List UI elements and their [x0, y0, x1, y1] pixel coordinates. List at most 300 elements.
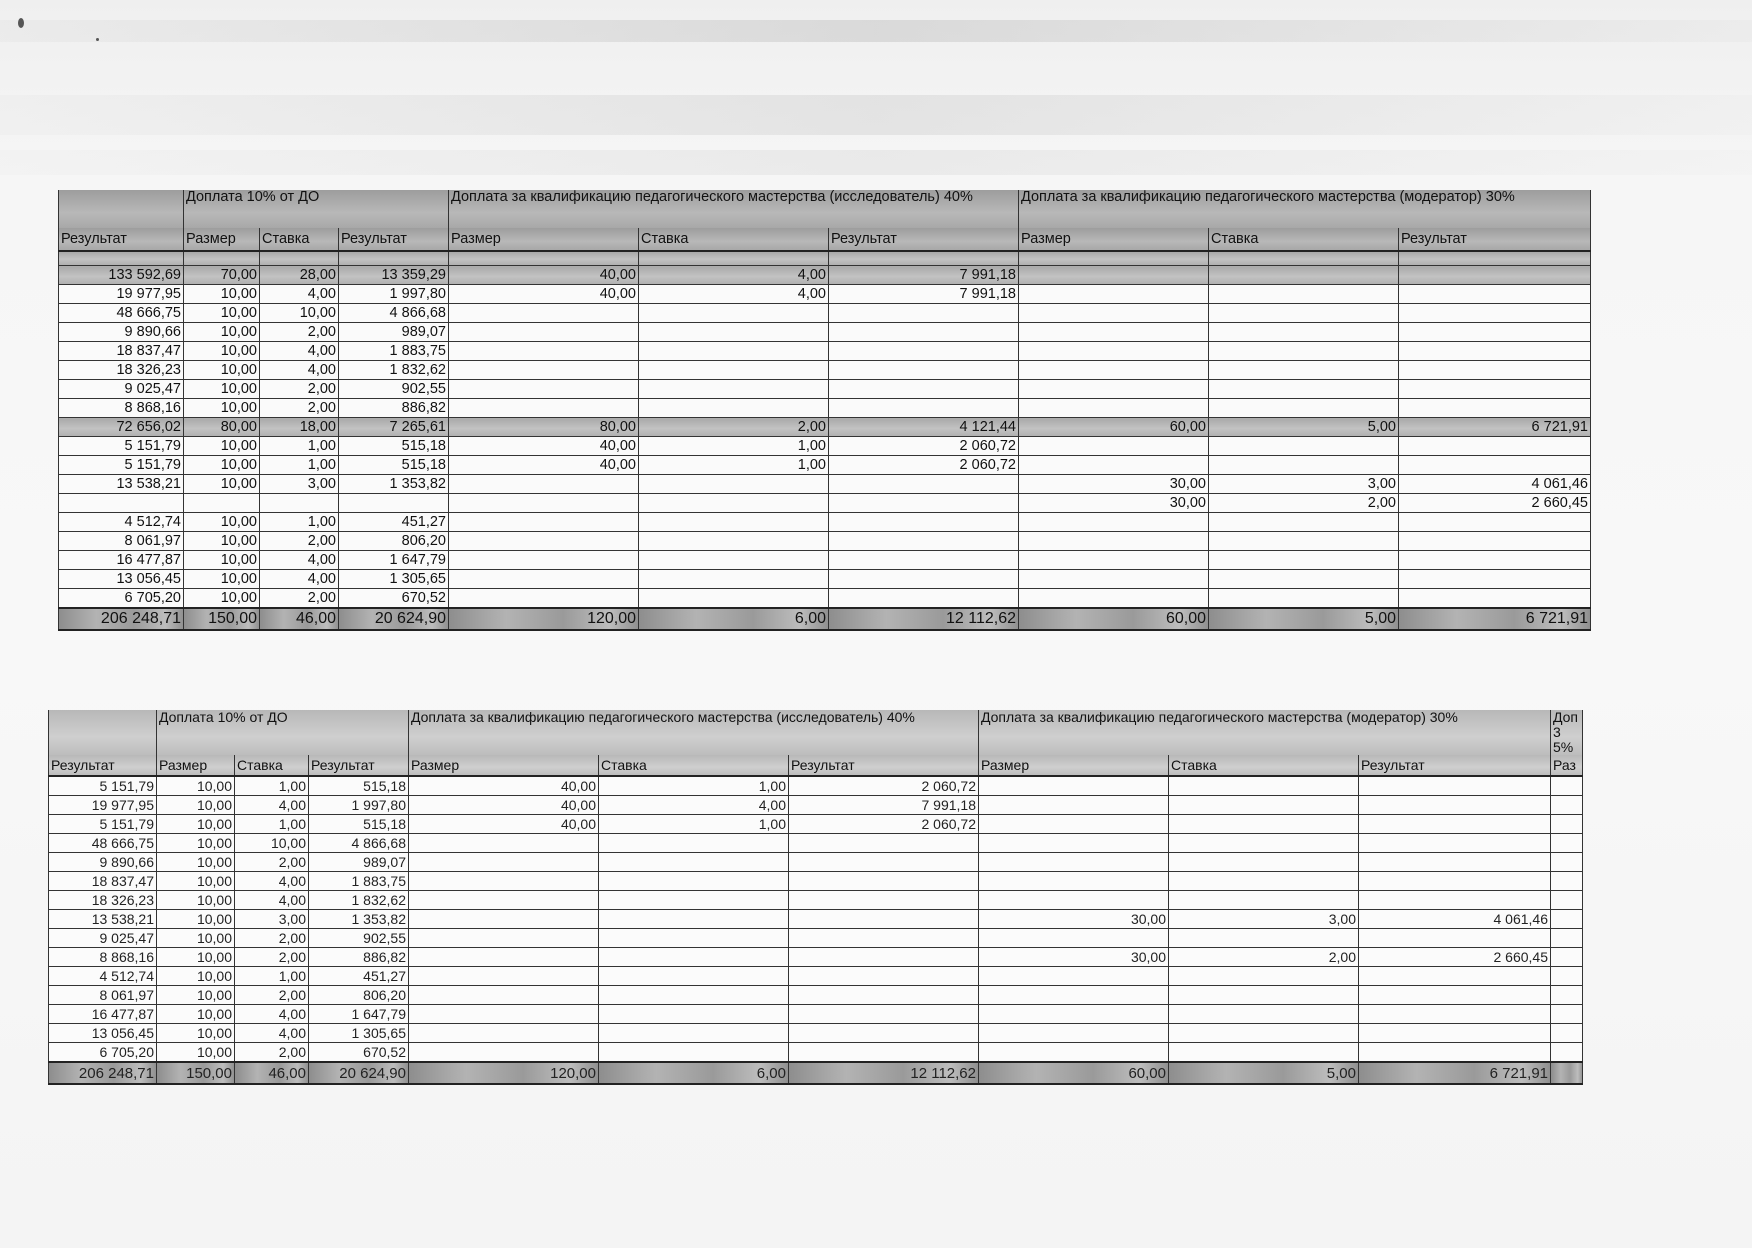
cell: 8 868,16 [59, 399, 184, 418]
cell [599, 910, 789, 929]
cell: 10,00 [260, 304, 339, 323]
cell: 19 977,95 [59, 285, 184, 304]
cell: 4,00 [235, 1005, 309, 1024]
cell [1019, 323, 1209, 342]
cell: 28,00 [260, 266, 339, 285]
total-cell: 46,00 [260, 608, 339, 630]
scan-artifact-band [0, 150, 1752, 175]
cell [1019, 361, 1209, 380]
cell [449, 399, 639, 418]
cell: 2 660,45 [1399, 494, 1591, 513]
cell [1359, 967, 1551, 986]
cell: 4,00 [260, 285, 339, 304]
cell [1209, 342, 1399, 361]
cell [639, 323, 829, 342]
cell [409, 948, 599, 967]
cell: 9 890,66 [49, 853, 157, 872]
cell: 902,55 [339, 380, 449, 399]
cell: 1 832,62 [309, 891, 409, 910]
cell [409, 1024, 599, 1043]
total-cell: 6,00 [599, 1062, 789, 1084]
cell [979, 815, 1169, 834]
cell: 10,00 [157, 776, 235, 796]
cell [1209, 285, 1399, 304]
cell: 4,00 [260, 570, 339, 589]
cell: 1,00 [260, 513, 339, 532]
cell [599, 834, 789, 853]
cell: 4 512,74 [59, 513, 184, 532]
cell [1551, 891, 1583, 910]
column-header-row [59, 228, 1591, 251]
cell [339, 494, 449, 513]
total-cell: 60,00 [979, 1062, 1169, 1084]
cell: 7 991,18 [829, 266, 1019, 285]
cell: 18 837,47 [59, 342, 184, 361]
cell [639, 399, 829, 418]
cell [829, 323, 1019, 342]
cell [1019, 266, 1209, 285]
total-cell: 206 248,71 [49, 1062, 157, 1084]
table-row [49, 815, 1583, 834]
total-cell: 60,00 [1019, 608, 1209, 630]
total-cell: 206 248,71 [59, 608, 184, 630]
column-header: Результат [789, 755, 979, 776]
cell: 5,00 [1209, 418, 1399, 437]
cell: 7 265,61 [339, 418, 449, 437]
total-row [49, 1062, 1583, 1084]
column-header: Размер [184, 228, 260, 251]
cell [979, 1005, 1169, 1024]
cell: 4,00 [260, 361, 339, 380]
cell [1209, 570, 1399, 589]
cell: 1 647,79 [309, 1005, 409, 1024]
cell [829, 361, 1019, 380]
cell [449, 304, 639, 323]
cell [1209, 323, 1399, 342]
group-header-truncated-35: Доп 35% [1551, 710, 1583, 755]
cell [789, 872, 979, 891]
group-empty-cell [59, 190, 184, 228]
cell: 2,00 [235, 986, 309, 1005]
cell [599, 1005, 789, 1024]
cell [829, 475, 1019, 494]
column-header: Результат [1359, 755, 1551, 776]
column-header: Размер [1019, 228, 1209, 251]
cell [639, 342, 829, 361]
table-row [49, 834, 1583, 853]
group-empty-cell [49, 710, 157, 755]
cell [449, 532, 639, 551]
cell [1169, 1043, 1359, 1063]
cell [409, 853, 599, 872]
scan-speck [96, 38, 99, 41]
cell: 10,00 [157, 1043, 235, 1063]
cell: 5 151,79 [59, 437, 184, 456]
cell: 2,00 [235, 929, 309, 948]
cell: 7 991,18 [829, 285, 1019, 304]
cell: 2 660,45 [1359, 948, 1551, 967]
cell: 6 705,20 [59, 589, 184, 609]
spacer-cell [339, 251, 449, 266]
cell [829, 532, 1019, 551]
cell: 2,00 [260, 589, 339, 609]
total-cell: 20 624,90 [309, 1062, 409, 1084]
cell: 4,00 [639, 266, 829, 285]
cell [1209, 380, 1399, 399]
cell: 1 305,65 [309, 1024, 409, 1043]
cell [1209, 532, 1399, 551]
cell: 4 866,68 [339, 304, 449, 323]
cell [1359, 986, 1551, 1005]
cell: 1,00 [260, 437, 339, 456]
cell [409, 834, 599, 853]
cell [1359, 776, 1551, 796]
table-row [49, 776, 1583, 796]
cell [1169, 986, 1359, 1005]
table-row [59, 456, 1591, 475]
total-cell: 20 624,90 [339, 608, 449, 630]
cell: 4 061,46 [1359, 910, 1551, 929]
cell [1551, 1024, 1583, 1043]
cell [1209, 266, 1399, 285]
cell [789, 1005, 979, 1024]
cell: 1 647,79 [339, 551, 449, 570]
column-header: Результат [59, 228, 184, 251]
cell: 515,18 [309, 776, 409, 796]
cell: 6 721,91 [1399, 418, 1591, 437]
cell [1169, 834, 1359, 853]
cell: 5 151,79 [49, 815, 157, 834]
cell [789, 967, 979, 986]
spacer-cell [829, 251, 1019, 266]
cell: 8 061,97 [59, 532, 184, 551]
cell: 4,00 [235, 796, 309, 815]
cell [1551, 796, 1583, 815]
column-header: Ставка [260, 228, 339, 251]
cell [829, 304, 1019, 323]
cell: 5 151,79 [49, 776, 157, 796]
table-row [59, 323, 1591, 342]
cell: 8 868,16 [49, 948, 157, 967]
spacer-cell [1399, 251, 1591, 266]
cell [829, 399, 1019, 418]
column-header: Ставка [1169, 755, 1359, 776]
cell [1551, 967, 1583, 986]
cell: 670,52 [339, 589, 449, 609]
cell: 70,00 [184, 266, 260, 285]
cell [409, 891, 599, 910]
cell: 10,00 [157, 910, 235, 929]
cell [599, 872, 789, 891]
total-cell: 150,00 [157, 1062, 235, 1084]
cell: 13 538,21 [49, 910, 157, 929]
cell: 1,00 [235, 967, 309, 986]
table-row [49, 1043, 1583, 1063]
table-row [59, 380, 1591, 399]
cell [1169, 929, 1359, 948]
table-row [59, 513, 1591, 532]
cell: 1 353,82 [339, 475, 449, 494]
cell [1019, 399, 1209, 418]
cell: 18,00 [260, 418, 339, 437]
cell [1019, 285, 1209, 304]
cell [789, 929, 979, 948]
cell: 1 997,80 [339, 285, 449, 304]
cell [829, 551, 1019, 570]
cell [789, 986, 979, 1005]
table-row [49, 986, 1583, 1005]
cell [829, 494, 1019, 513]
cell: 989,07 [339, 323, 449, 342]
cell [1399, 285, 1591, 304]
cell [260, 494, 339, 513]
cell: 80,00 [184, 418, 260, 437]
column-header: Ставка [599, 755, 789, 776]
total-row [59, 608, 1591, 630]
cell [979, 891, 1169, 910]
cell [449, 494, 639, 513]
cell [789, 1024, 979, 1043]
table-row [49, 891, 1583, 910]
cell: 2,00 [235, 853, 309, 872]
column-header: Размер [979, 755, 1169, 776]
cell: 451,27 [339, 513, 449, 532]
cell [1399, 551, 1591, 570]
cell: 1 997,80 [309, 796, 409, 815]
cell: 3,00 [260, 475, 339, 494]
cell [449, 551, 639, 570]
cell [1019, 589, 1209, 609]
cell: 40,00 [449, 266, 639, 285]
cell: 1,00 [599, 776, 789, 796]
cell [639, 494, 829, 513]
table-row [49, 1024, 1583, 1043]
cell: 18 837,47 [49, 872, 157, 891]
cell [1169, 815, 1359, 834]
column-header: Ставка [639, 228, 829, 251]
cell: 13 056,45 [49, 1024, 157, 1043]
cell: 40,00 [409, 815, 599, 834]
group-header-researcher-40: Доплата за квалификацию педагогического мастерства (исследователь) 40% [409, 710, 979, 755]
cell: 2 060,72 [789, 776, 979, 796]
cell [829, 513, 1019, 532]
cell: 13 056,45 [59, 570, 184, 589]
cell [1209, 437, 1399, 456]
cell [1359, 1043, 1551, 1063]
cell: 8 061,97 [49, 986, 157, 1005]
cell: 10,00 [184, 304, 260, 323]
cell: 48 666,75 [49, 834, 157, 853]
cell [409, 929, 599, 948]
cell: 40,00 [409, 776, 599, 796]
bottom-payroll-table [48, 710, 1583, 1085]
cell: 10,00 [157, 815, 235, 834]
cell: 7 991,18 [789, 796, 979, 815]
cell [789, 910, 979, 929]
cell: 9 025,47 [49, 929, 157, 948]
total-cell: 6,00 [639, 608, 829, 630]
total-cell: 5,00 [1209, 608, 1399, 630]
cell: 30,00 [1019, 475, 1209, 494]
cell: 10,00 [184, 361, 260, 380]
cell: 10,00 [157, 986, 235, 1005]
cell: 515,18 [339, 437, 449, 456]
cell [1551, 948, 1583, 967]
table-row [59, 399, 1591, 418]
column-header: Размер [409, 755, 599, 776]
cell [1209, 513, 1399, 532]
cell [449, 323, 639, 342]
cell [1399, 380, 1591, 399]
cell [789, 834, 979, 853]
cell: 1,00 [260, 456, 339, 475]
cell: 451,27 [309, 967, 409, 986]
group-header-row [49, 710, 1583, 755]
total-cell: 120,00 [409, 1062, 599, 1084]
cell [1399, 399, 1591, 418]
table-row [59, 285, 1591, 304]
cell [1019, 551, 1209, 570]
total-cell: 150,00 [184, 608, 260, 630]
cell [1399, 513, 1591, 532]
cell [1399, 304, 1591, 323]
cell [409, 967, 599, 986]
cell: 10,00 [184, 475, 260, 494]
cell [1019, 513, 1209, 532]
column-header-row [49, 755, 1583, 776]
cell [1399, 266, 1591, 285]
cell: 1,00 [235, 776, 309, 796]
cell [789, 1043, 979, 1063]
table-row [49, 967, 1583, 986]
cell: 80,00 [449, 418, 639, 437]
total-cell: 46,00 [235, 1062, 309, 1084]
cell [599, 1043, 789, 1063]
cell [979, 853, 1169, 872]
cell: 2,00 [235, 1043, 309, 1063]
cell [639, 532, 829, 551]
cell: 886,82 [309, 948, 409, 967]
cell [829, 380, 1019, 399]
cell [59, 494, 184, 513]
cell: 4 866,68 [309, 834, 409, 853]
cell [979, 986, 1169, 1005]
cell [1209, 361, 1399, 380]
cell [1019, 456, 1209, 475]
cell [1169, 891, 1359, 910]
cell [1399, 437, 1591, 456]
cell [979, 967, 1169, 986]
cell: 4,00 [260, 551, 339, 570]
cell [1019, 570, 1209, 589]
cell: 9 890,66 [59, 323, 184, 342]
cell [449, 570, 639, 589]
cell [1551, 853, 1583, 872]
cell: 13 359,29 [339, 266, 449, 285]
cell [1359, 1005, 1551, 1024]
group-header-row [59, 190, 1591, 228]
cell: 9 025,47 [59, 380, 184, 399]
cell: 2,00 [260, 399, 339, 418]
cell: 4 061,46 [1399, 475, 1591, 494]
cell [1551, 910, 1583, 929]
cell [1019, 437, 1209, 456]
cell: 806,20 [339, 532, 449, 551]
cell: 10,00 [235, 834, 309, 853]
column-header: Результат [339, 228, 449, 251]
cell [1551, 776, 1583, 796]
cell: 10,00 [184, 285, 260, 304]
cell: 16 477,87 [49, 1005, 157, 1024]
cell: 13 538,21 [59, 475, 184, 494]
cell [829, 589, 1019, 609]
column-header: Размер [449, 228, 639, 251]
cell: 10,00 [184, 399, 260, 418]
cell [1551, 834, 1583, 853]
cell: 2,00 [260, 380, 339, 399]
cell [599, 891, 789, 910]
cell [829, 342, 1019, 361]
cell [979, 776, 1169, 796]
cell [639, 361, 829, 380]
cell: 3,00 [1169, 910, 1359, 929]
cell [639, 475, 829, 494]
group-header-researcher-40: Доплата за квалификацию педагогического мастерства (исследователь) 40% [449, 190, 1019, 228]
cell [449, 361, 639, 380]
group-header-moderator-30: Доплата за квалификацию педагогического мастерства (модератор) 30% [979, 710, 1551, 755]
cell: 4 512,74 [49, 967, 157, 986]
table-row [59, 361, 1591, 380]
cell: 10,00 [184, 589, 260, 609]
table-row [49, 929, 1583, 948]
spacer-cell [59, 251, 184, 266]
cell: 2 060,72 [789, 815, 979, 834]
cell: 515,18 [309, 815, 409, 834]
scan-artifact-band [0, 20, 1752, 42]
table-row [59, 570, 1591, 589]
cell: 806,20 [309, 986, 409, 1005]
cell: 1,00 [639, 456, 829, 475]
cell [1551, 1005, 1583, 1024]
table-row [59, 475, 1591, 494]
cell: 4,00 [235, 891, 309, 910]
cell [1209, 589, 1399, 609]
cell [449, 380, 639, 399]
cell: 10,00 [184, 323, 260, 342]
cell [1551, 1043, 1583, 1063]
cell [449, 589, 639, 609]
cell: 40,00 [449, 437, 639, 456]
cell [599, 948, 789, 967]
cell [1359, 815, 1551, 834]
cell [449, 342, 639, 361]
cell: 60,00 [1019, 418, 1209, 437]
cell [1019, 532, 1209, 551]
cell: 3,00 [235, 910, 309, 929]
cell: 40,00 [449, 456, 639, 475]
table-row [59, 342, 1591, 361]
table-row [59, 304, 1591, 323]
cell [979, 834, 1169, 853]
column-header: Ставка [1209, 228, 1399, 251]
cell: 10,00 [157, 948, 235, 967]
cell: 2,00 [260, 323, 339, 342]
cell: 6 705,20 [49, 1043, 157, 1063]
cell [979, 872, 1169, 891]
cell [1169, 872, 1359, 891]
table-row [59, 494, 1591, 513]
table-row [49, 910, 1583, 929]
